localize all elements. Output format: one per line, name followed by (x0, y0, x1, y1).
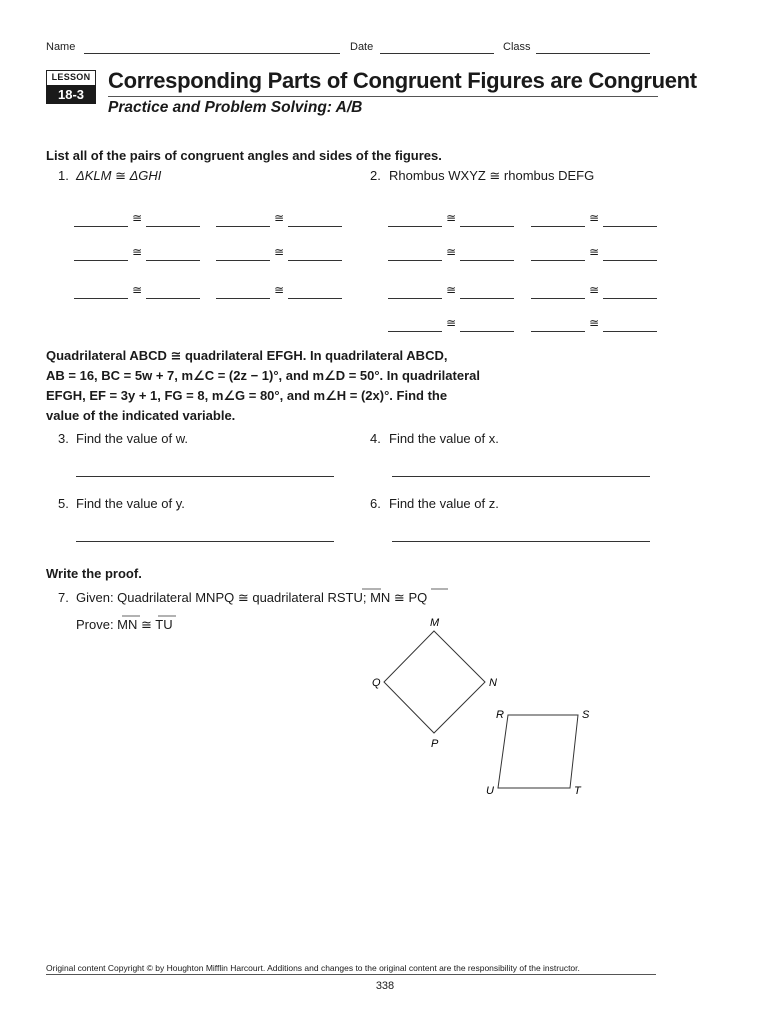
name-label: Name (46, 41, 76, 53)
problem-6-text: Find the value of z. (389, 496, 499, 511)
vertex-t-label: T (574, 785, 581, 797)
congruent-symbol: ≅ (445, 316, 457, 330)
given-paragraph-line-3: EFGH, EF = 3y + 1, FG = 8, m∠G = 80°, and m∠H = (2x)°. Find the (46, 388, 448, 403)
congruent-symbol: ≅ (445, 245, 457, 259)
problem-5-text: Find the value of y. (76, 496, 185, 511)
vertex-m-label: M (430, 617, 440, 629)
page-title: Corresponding Parts of Congruent Figures are Congruent (108, 68, 697, 93)
vertex-s-label: S (582, 709, 590, 721)
footer-divider (46, 974, 656, 975)
problem-1-statement: ΔKLM ≅ ΔGHI (76, 168, 162, 183)
congruent-symbol: ≅ (131, 283, 143, 297)
problem-7-number: 7. (58, 590, 69, 605)
problem-5-number: 5. (58, 496, 69, 511)
congruent-symbol: ≅ (588, 316, 600, 330)
problem-4-number: 4. (370, 431, 381, 446)
given-paragraph-line-2: AB = 16, BC = 5w + 7, m∠C = (2z − 1)°, and m∠D = 50°. In quadrilateral (46, 368, 480, 383)
congruent-symbol: ≅ (445, 283, 457, 297)
lesson-word: LESSON (51, 72, 91, 82)
page-number: 338 (375, 980, 395, 992)
congruent-symbol: ≅ (273, 211, 285, 225)
congruent-symbol: ≅ (273, 245, 285, 259)
congruent-symbol: ≅ (273, 283, 285, 297)
proof-prove: Prove: MN ≅ TU (76, 617, 173, 632)
given-paragraph-line-4: value of the indicated variable. (46, 408, 236, 423)
quadrilateral-mnpq (384, 631, 485, 733)
given-paragraph-line-1: Quadrilateral ABCD ≅ quadrilateral EFGH. In quadrilateral ABCD, (46, 348, 448, 363)
problem-2-number: 2. (370, 168, 381, 183)
congruent-symbol: ≅ (588, 283, 600, 297)
quadrilateral-rstu (498, 715, 578, 788)
problem-6-number: 6. (370, 496, 381, 511)
congruent-symbol: ≅ (588, 211, 600, 225)
copyright-notice: Original content Copyright © by Houghton Mifflin Harcourt. Additions and changes to the original content are the responsibility of the instructor. (46, 963, 580, 973)
proof-given: Given: Quadrilateral MNPQ ≅ quadrilateral RSTU; MN ≅ PQ (76, 590, 428, 605)
page-subtitle: Practice and Problem Solving: A/B (108, 99, 363, 116)
date-label: Date (350, 41, 374, 53)
vertex-p-label: P (431, 738, 439, 750)
lesson-number: 18-3 (46, 85, 96, 104)
congruent-symbol: ≅ (131, 211, 143, 225)
part1-instruction: List all of the pairs of congruent angles and sides of the figures. (46, 148, 442, 163)
part3-instruction: Write the proof. (46, 566, 142, 581)
congruent-symbol: ≅ (445, 211, 457, 225)
problem-4-text: Find the value of x. (389, 431, 499, 446)
problem-3-number: 3. (58, 431, 69, 446)
class-label: Class (503, 41, 531, 53)
problem-3-text: Find the value of w. (76, 431, 189, 446)
problem-2-statement: Rhombus WXYZ ≅ rhombus DEFG (389, 168, 595, 183)
congruent-symbol: ≅ (131, 245, 143, 259)
vertex-q-label: Q (372, 677, 381, 689)
vertex-n-label: N (489, 677, 497, 689)
problem-1-number: 1. (58, 168, 69, 183)
congruent-symbol: ≅ (588, 245, 600, 259)
vertex-u-label: U (486, 785, 494, 797)
vertex-r-label: R (496, 709, 504, 721)
